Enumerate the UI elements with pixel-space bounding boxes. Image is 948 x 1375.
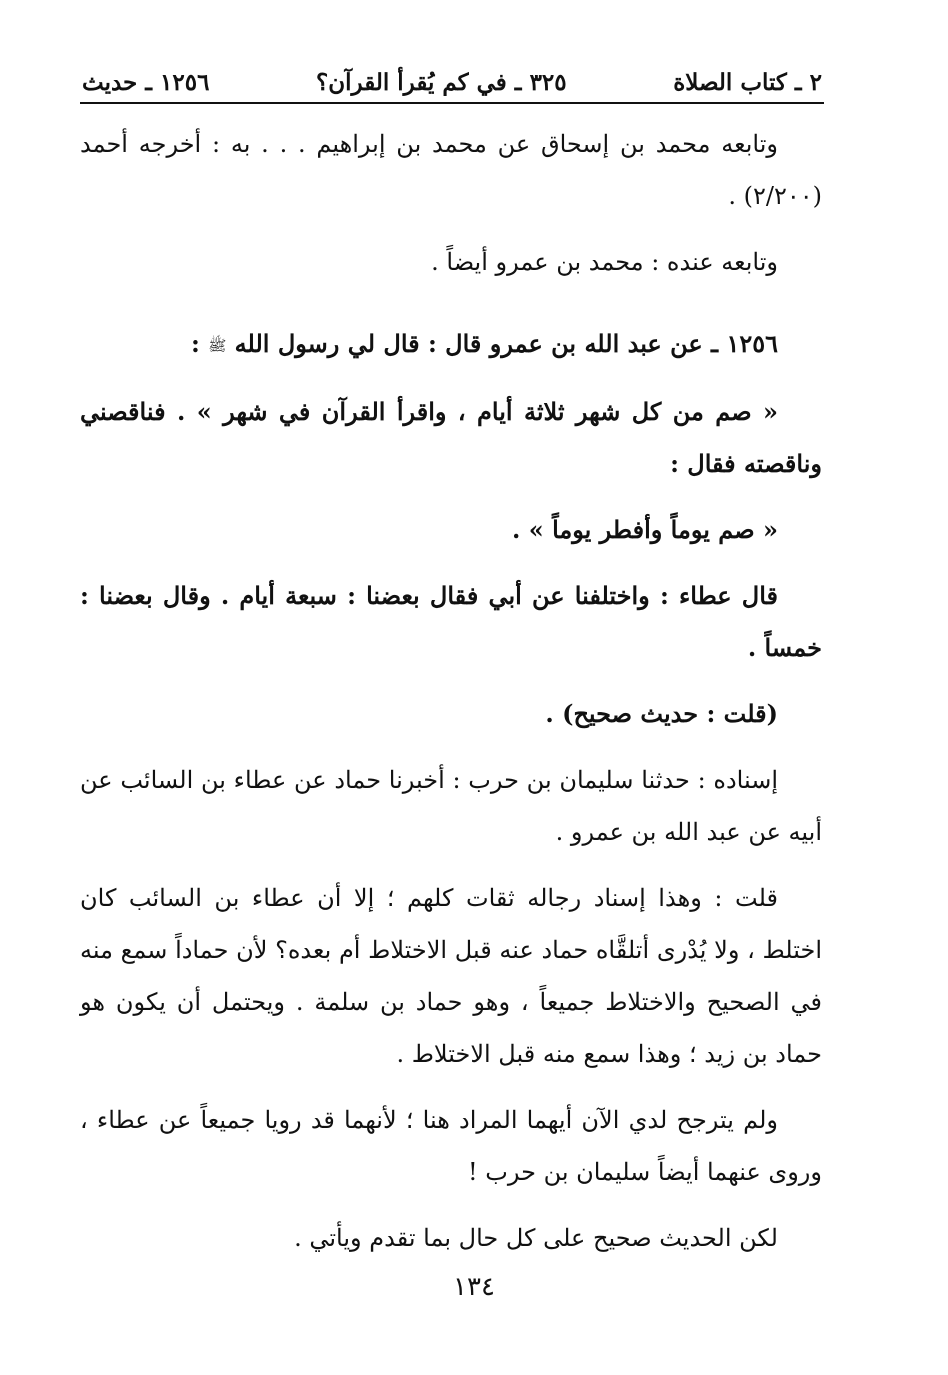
hadith-text-2: « صم يوماً وأفطر يوماً » . [512,514,778,544]
header-divider [80,102,824,104]
hadith-verdict: (قلت : حديث صحيح) . [545,698,778,728]
page-number: ١٣٤ [453,1272,495,1302]
hadith-heading [80,318,822,372]
isnad-paragraph: إسناده : حدثنا سليمان بن حرب : أخبرنا حماد عن عطاء بن السائب عن أبيه عن عبد الله بن عمرو . [80,765,822,846]
header-hadith-number: ١٢٥٦ ـ حديث [82,68,210,96]
paragraph-mutabaah-1: وتابعه محمد بن إسحاق عن محمد بن إبراهيم . . . به : أخرجه أحمد (٢/٢٠٠) . [80,130,822,210]
header-chapter-title: ٣٢٥ ـ في كم يُقرأ القرآن؟ [316,68,567,96]
paragraph-mutabaah-2: وتابعه عنده : محمد بن عمرو أيضاً . [431,248,778,276]
hadith-text-1: « صم من كل شهر ثلاثة أيام ، واقرأ القرآن في شهر » . فناقصني وناقصته فقال : [80,396,822,478]
hadith-text-3: قال عطاء : واختلفنا عن أبي فقال بعضنا : سبعة أيام . وقال بعضنا : خمساً . [80,580,822,662]
header-book-title: ٢ ـ كتاب الصلاة [673,68,822,96]
page-body [80,118,822,1264]
commentary-3: لكن الحديث صحيح على كل حال بما تقدم ويأتي . [294,1223,778,1252]
running-header [82,66,822,98]
commentary-1: قلت : وهذا إسناد رجاله ثقات كلهم ؛ إلا أن عطاء بن السائب كان اختلط ، ولا يُدْرى أتلقَّاه حماد عنه قبل الاختلاط أم بعده؟ لأن حماداً سمع منه في الصحيح والاختلاط جميعاً ، وهو حماد بن سلمة . ويحتمل أن يكون هو حماد بن زيد ؛ وهذا سمع منه قبل الاختلاط . [80,883,823,1068]
honorific-symbol: ﷺ [208,336,227,355]
hadith-heading-text: ١٢٥٦ ـ عن عبد الله بن عمرو قال : قال لي رسول الله [234,329,778,358]
commentary-2: ولم يترجح لدي الآن أيهما المراد هنا ؛ لأنهما قد رويا جميعاً عن عطاء ، وروى عنهما أيضاً سليمان بن حرب ! [80,1105,822,1186]
hadith-heading-colon: : [190,329,209,358]
